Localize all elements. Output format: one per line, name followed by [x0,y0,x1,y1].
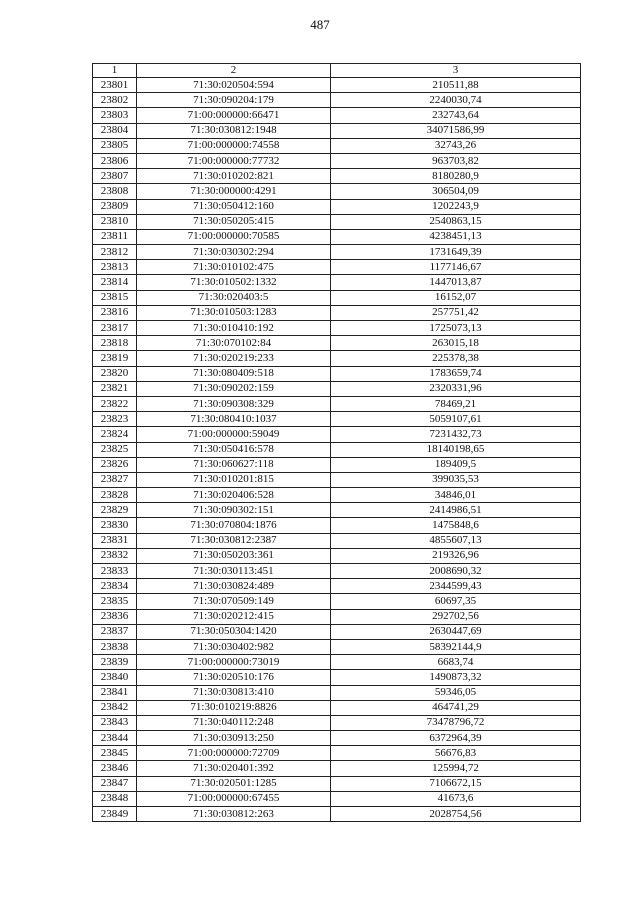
row-number-cell: 23836 [93,609,137,624]
row-number-cell: 23814 [93,275,137,290]
value-cell: 1475848,6 [331,518,581,533]
row-number-cell: 23821 [93,381,137,396]
row-number-cell: 23843 [93,715,137,730]
value-cell: 257751,42 [331,305,581,320]
table-row [93,275,581,290]
value-cell: 2320331,96 [331,381,581,396]
table-row [93,78,581,93]
value-cell: 2240030,74 [331,93,581,108]
table-row [93,138,581,153]
table-row [93,579,581,594]
column-header: 2 [137,64,331,78]
cadastral-number-cell: 71:30:050205:415 [137,214,331,229]
value-cell: 219326,96 [331,548,581,563]
value-cell: 232743,64 [331,108,581,123]
table-row [93,169,581,184]
value-cell: 6372964,39 [331,731,581,746]
table-row [93,761,581,776]
header-row [93,64,581,78]
cadastral-number-cell: 71:30:070804:1876 [137,518,331,533]
value-cell: 18140198,65 [331,442,581,457]
value-cell: 464741,29 [331,700,581,715]
value-cell: 5059107,61 [331,412,581,427]
row-number-cell: 23828 [93,488,137,503]
value-cell: 263015,18 [331,336,581,351]
cadastral-number-cell: 71:30:050412:160 [137,199,331,214]
cadastral-number-cell: 71:30:010502:1332 [137,275,331,290]
column-header: 3 [331,64,581,78]
table-row [93,123,581,138]
value-cell: 1783659,74 [331,366,581,381]
table-row [93,305,581,320]
row-number-cell: 23833 [93,564,137,579]
table-row [93,791,581,806]
value-cell: 7106672,15 [331,776,581,791]
value-cell: 6683,74 [331,655,581,670]
value-cell: 189409,5 [331,457,581,472]
table-row [93,199,581,214]
cadastral-number-cell: 71:30:010201:815 [137,472,331,487]
cadastral-number-cell: 71:30:080410:1037 [137,412,331,427]
table-row [93,639,581,654]
value-cell: 34846,01 [331,488,581,503]
value-cell: 399035,53 [331,472,581,487]
value-cell: 59346,05 [331,685,581,700]
cadastral-number-cell: 71:30:010503:1283 [137,305,331,320]
row-number-cell: 23835 [93,594,137,609]
row-number-cell: 23818 [93,336,137,351]
table-row [93,412,581,427]
table-body [93,78,581,822]
cadastral-number-cell: 71:30:090308:329 [137,396,331,411]
row-number-cell: 23820 [93,366,137,381]
cadastral-number-cell: 71:00:000000:67455 [137,791,331,806]
cadastral-number-cell: 71:30:030302:294 [137,245,331,260]
table-row [93,366,581,381]
table-row [93,670,581,685]
row-number-cell: 23801 [93,78,137,93]
row-number-cell: 23825 [93,442,137,457]
cadastral-number-cell: 71:00:000000:77732 [137,153,331,168]
table-row [93,503,581,518]
cadastral-number-cell: 71:30:020504:594 [137,78,331,93]
row-number-cell: 23827 [93,472,137,487]
row-number-cell: 23823 [93,412,137,427]
cadastral-number-cell: 71:30:000000:4291 [137,184,331,199]
row-number-cell: 23804 [93,123,137,138]
cadastral-number-cell: 71:30:020510:176 [137,670,331,685]
value-cell: 225378,38 [331,351,581,366]
value-cell: 7231432,73 [331,427,581,442]
cadastral-number-cell: 71:30:020219:233 [137,351,331,366]
value-cell: 210511,88 [331,78,581,93]
table-row [93,396,581,411]
table-row [93,624,581,639]
row-number-cell: 23824 [93,427,137,442]
cadastral-number-cell: 71:30:010219:8826 [137,700,331,715]
value-cell: 1447013,87 [331,275,581,290]
table-row [93,807,581,822]
value-cell: 1202243,9 [331,199,581,214]
row-number-cell: 23803 [93,108,137,123]
cadastral-number-cell: 71:30:030812:2387 [137,533,331,548]
cadastral-number-cell: 71:30:020501:1285 [137,776,331,791]
cadastral-number-cell: 71:30:010202:821 [137,169,331,184]
row-number-cell: 23810 [93,214,137,229]
row-number-cell: 23807 [93,169,137,184]
table-row [93,548,581,563]
row-number-cell: 23848 [93,791,137,806]
row-number-cell: 23838 [93,639,137,654]
row-number-cell: 23809 [93,199,137,214]
cadastral-number-cell: 71:30:090302:151 [137,503,331,518]
cadastral-number-cell: 71:30:070102:84 [137,336,331,351]
row-number-cell: 23808 [93,184,137,199]
row-number-cell: 23819 [93,351,137,366]
table-row [93,488,581,503]
value-cell: 125994,72 [331,761,581,776]
cadastral-number-cell: 71:30:090202:159 [137,381,331,396]
table-row [93,746,581,761]
row-number-cell: 23837 [93,624,137,639]
table-row [93,108,581,123]
value-cell: 1490873,32 [331,670,581,685]
cadastral-number-cell: 71:30:050304:1420 [137,624,331,639]
value-cell: 56676,83 [331,746,581,761]
row-number-cell: 23812 [93,245,137,260]
row-number-cell: 23844 [93,731,137,746]
value-cell: 32743,26 [331,138,581,153]
row-number-cell: 23817 [93,321,137,336]
value-cell: 963703,82 [331,153,581,168]
cadastral-number-cell: 71:30:010102:475 [137,260,331,275]
row-number-cell: 23816 [93,305,137,320]
table-row [93,245,581,260]
value-cell: 2630447,69 [331,624,581,639]
cadastral-number-cell: 71:00:000000:74558 [137,138,331,153]
row-number-cell: 23805 [93,138,137,153]
cadastral-number-cell: 71:30:050416:578 [137,442,331,457]
value-cell: 41673,6 [331,791,581,806]
cadastral-number-cell: 71:00:000000:72709 [137,746,331,761]
cadastral-number-cell: 71:30:030812:263 [137,807,331,822]
row-number-cell: 23847 [93,776,137,791]
table-row [93,776,581,791]
value-cell: 2028754,56 [331,807,581,822]
cadastral-number-cell: 71:00:000000:59049 [137,427,331,442]
table-row [93,229,581,244]
value-cell: 60697,35 [331,594,581,609]
cadastral-number-cell: 71:30:030913:250 [137,731,331,746]
value-cell: 2540863,15 [331,214,581,229]
value-cell: 1725073,13 [331,321,581,336]
table-row [93,184,581,199]
table-row [93,700,581,715]
cadastral-number-cell: 71:30:030113:451 [137,564,331,579]
row-number-cell: 23846 [93,761,137,776]
table-row [93,715,581,730]
table-row [93,655,581,670]
table-row [93,609,581,624]
table-row [93,381,581,396]
value-cell: 4855607,13 [331,533,581,548]
row-number-cell: 23831 [93,533,137,548]
value-cell: 1731649,39 [331,245,581,260]
row-number-cell: 23802 [93,93,137,108]
cadastral-number-cell: 71:30:020406:528 [137,488,331,503]
row-number-cell: 23811 [93,229,137,244]
cadastral-number-cell: 71:30:060627:118 [137,457,331,472]
row-number-cell: 23815 [93,290,137,305]
value-cell: 292702,56 [331,609,581,624]
table-row [93,290,581,305]
table-row [93,260,581,275]
cadastral-number-cell: 71:30:030813:410 [137,685,331,700]
table-row [93,731,581,746]
column-header: 1 [93,64,137,78]
value-cell: 2008690,32 [331,564,581,579]
cadastral-number-cell: 71:30:070509:149 [137,594,331,609]
table-row [93,685,581,700]
cadastral-number-cell: 71:30:020401:392 [137,761,331,776]
row-number-cell: 23840 [93,670,137,685]
table-row [93,472,581,487]
cadastral-number-cell: 71:30:030824:489 [137,579,331,594]
row-number-cell: 23839 [93,655,137,670]
value-cell: 2344599,43 [331,579,581,594]
row-number-cell: 23813 [93,260,137,275]
table-row [93,564,581,579]
cadastral-number-cell: 71:30:080409:518 [137,366,331,381]
row-number-cell: 23845 [93,746,137,761]
data-table [92,63,581,822]
table-row [93,336,581,351]
cadastral-number-cell: 71:00:000000:73019 [137,655,331,670]
cadastral-number-cell: 71:30:030402:982 [137,639,331,654]
cadastral-number-cell: 71:30:020212:415 [137,609,331,624]
table-row [93,153,581,168]
row-number-cell: 23842 [93,700,137,715]
row-number-cell: 23832 [93,548,137,563]
cadastral-number-cell: 71:30:030812:1948 [137,123,331,138]
cadastral-number-cell: 71:00:000000:70585 [137,229,331,244]
row-number-cell: 23841 [93,685,137,700]
row-number-cell: 23829 [93,503,137,518]
row-number-cell: 23806 [93,153,137,168]
cadastral-number-cell: 71:30:010410:192 [137,321,331,336]
table-row [93,442,581,457]
row-number-cell: 23822 [93,396,137,411]
value-cell: 78469,21 [331,396,581,411]
table-row [93,351,581,366]
value-cell: 73478796,72 [331,715,581,730]
cadastral-number-cell: 71:00:000000:66471 [137,108,331,123]
cadastral-number-cell: 71:30:040112:248 [137,715,331,730]
cadastral-number-cell: 71:30:020403:5 [137,290,331,305]
table-row [93,594,581,609]
table-row [93,427,581,442]
row-number-cell: 23826 [93,457,137,472]
row-number-cell: 23849 [93,807,137,822]
value-cell: 4238451,13 [331,229,581,244]
table-row [93,533,581,548]
value-cell: 306504,09 [331,184,581,199]
cadastral-number-cell: 71:30:090204:179 [137,93,331,108]
row-number-cell: 23834 [93,579,137,594]
value-cell: 1177146,67 [331,260,581,275]
table-row [93,321,581,336]
table-row [93,93,581,108]
value-cell: 58392144,9 [331,639,581,654]
table-row [93,518,581,533]
table-row [93,214,581,229]
value-cell: 16152,07 [331,290,581,305]
row-number-cell: 23830 [93,518,137,533]
value-cell: 2414986,51 [331,503,581,518]
page-number: 487 [310,17,330,32]
value-cell: 34071586,99 [331,123,581,138]
value-cell: 8180280,9 [331,169,581,184]
table-row [93,457,581,472]
cadastral-number-cell: 71:30:050203:361 [137,548,331,563]
